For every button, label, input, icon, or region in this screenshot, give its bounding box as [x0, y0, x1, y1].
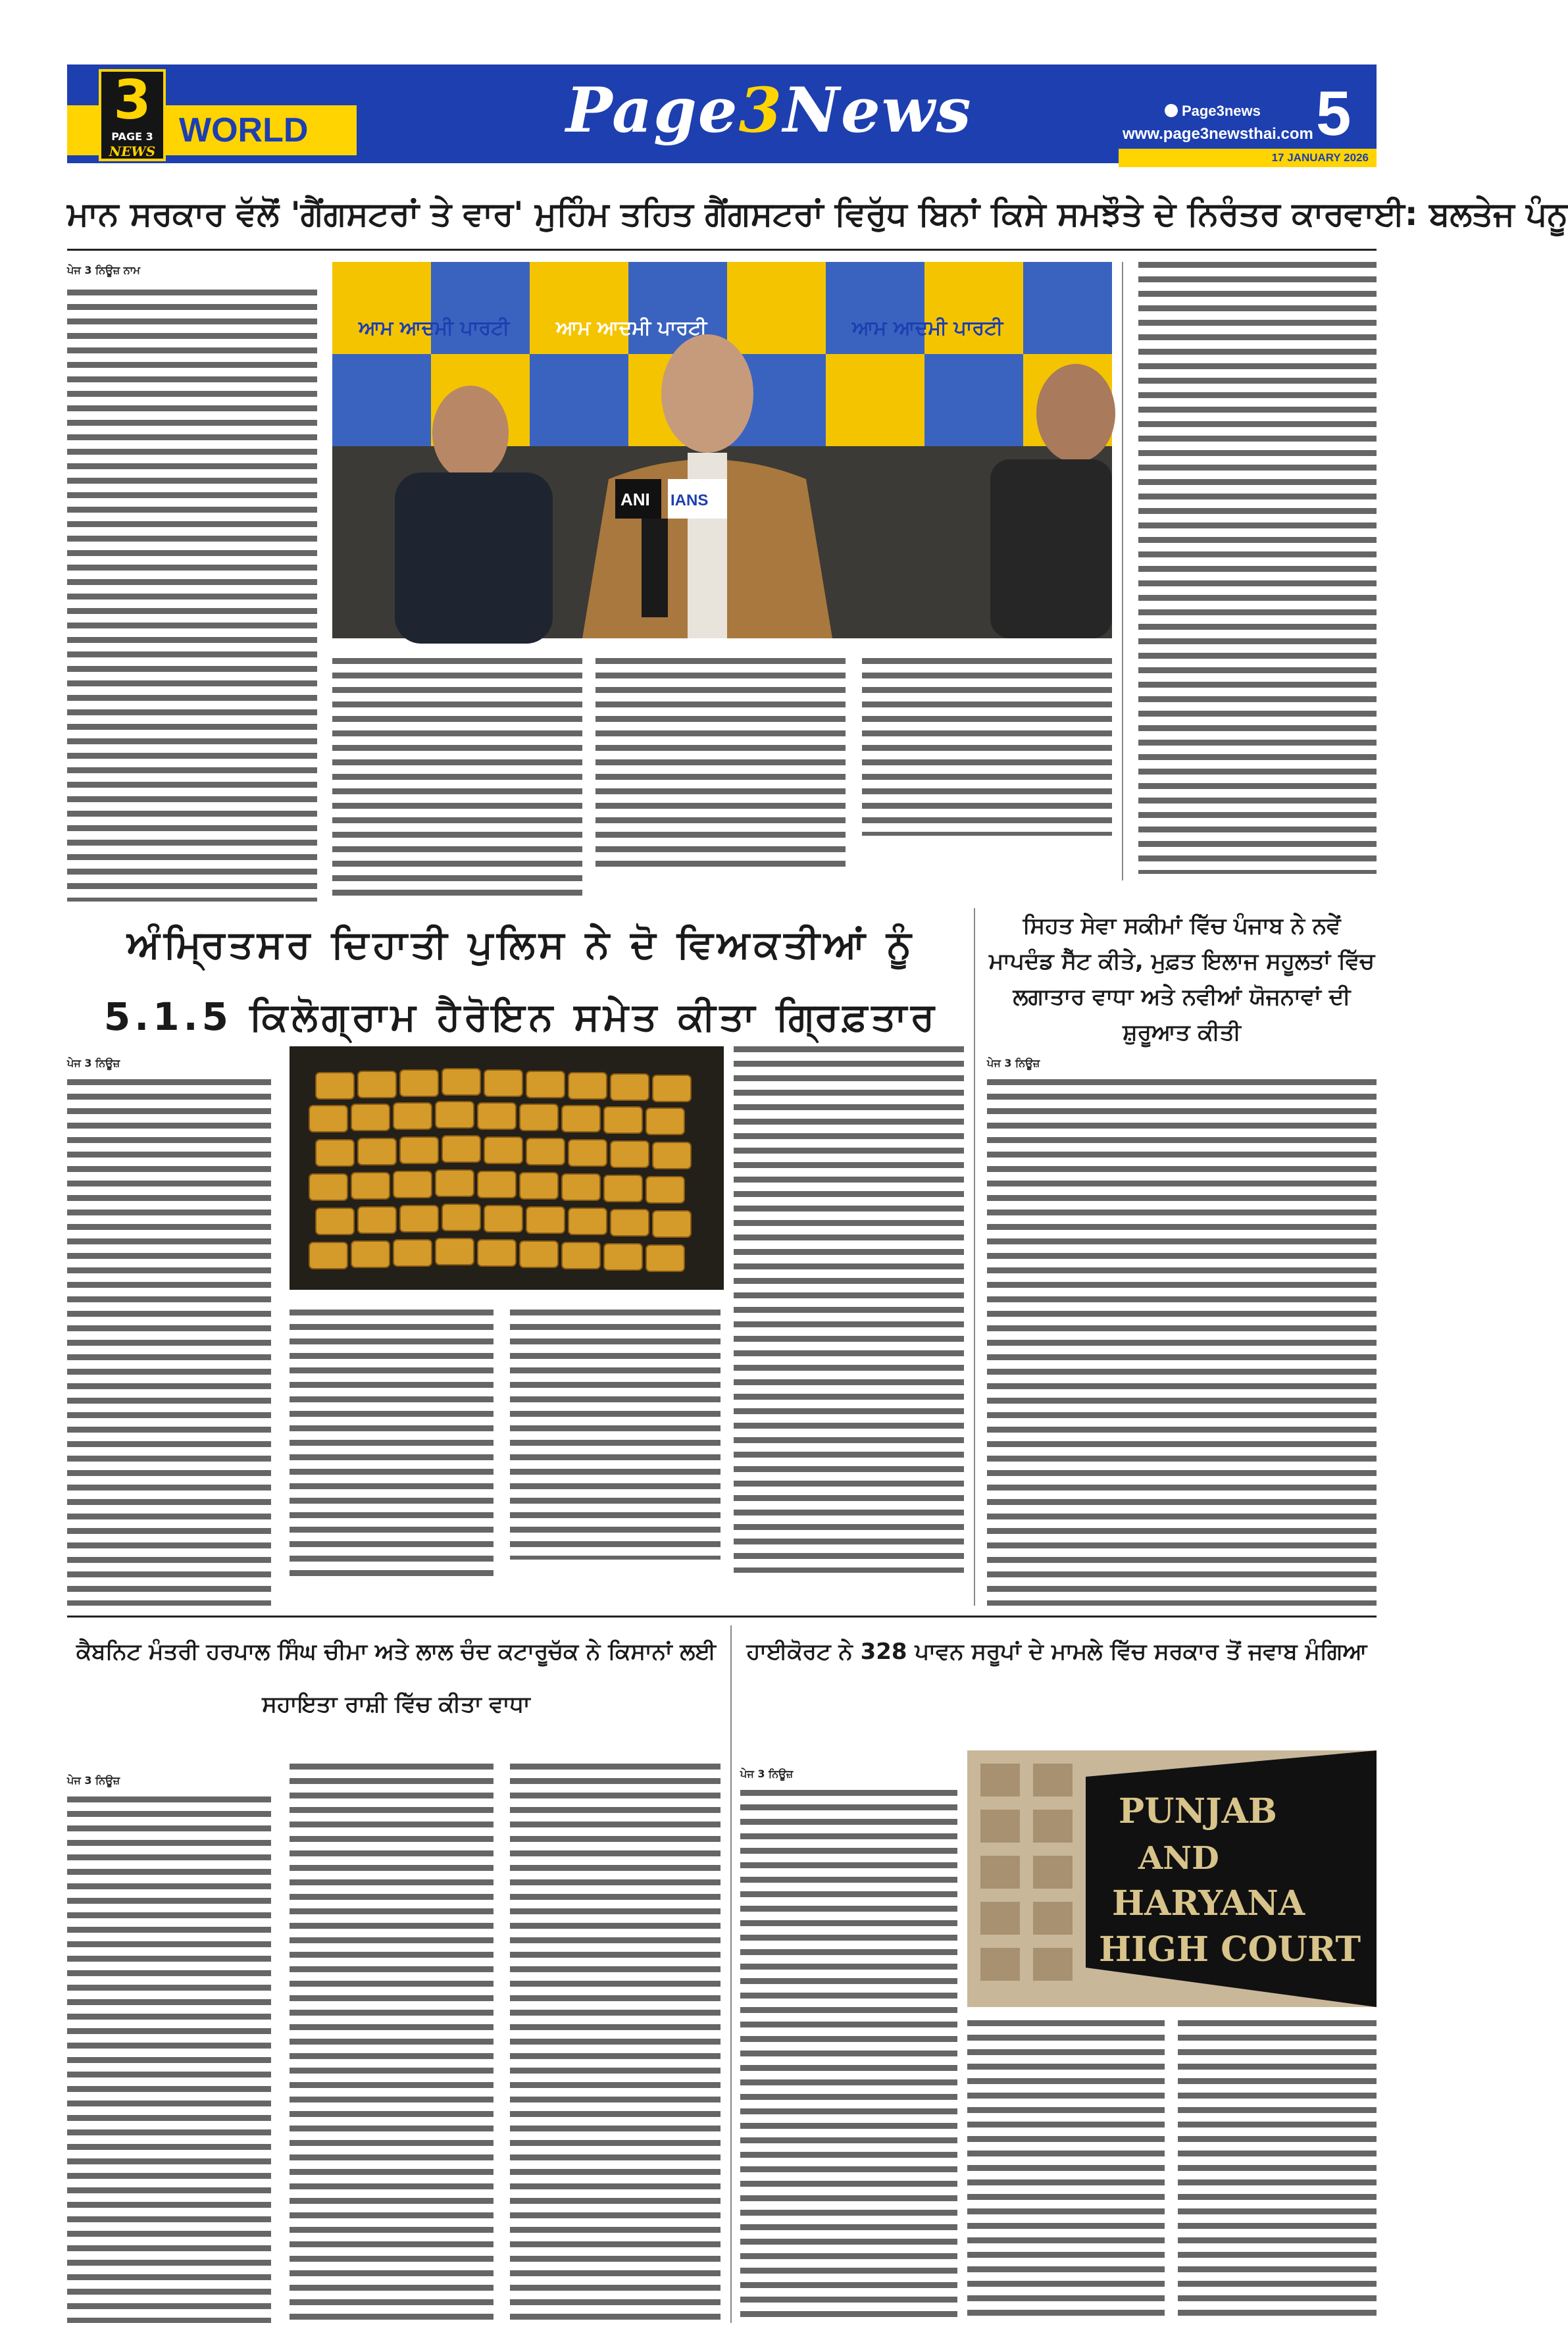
court-sign-line-1: PUNJAB	[1119, 1791, 1277, 1831]
logo-news: NEWS	[109, 143, 156, 159]
aap-banner-text-1: ਆਮ ਆਦਮੀ ਪਾਰਟੀ	[359, 317, 510, 340]
middle-column-2a	[290, 1310, 493, 1579]
title-three: 3	[738, 74, 784, 147]
bottom-left-column-1	[67, 1796, 271, 2323]
page-number: 5	[1316, 78, 1352, 149]
bottom-left-column-2	[290, 1764, 493, 2323]
high-court-photo	[967, 1750, 1377, 2007]
court-sign-line-2: AND	[1138, 1840, 1219, 1877]
top-column-5	[1138, 262, 1377, 874]
bottom-right-column-2	[967, 2020, 1165, 2323]
title-left: Page	[566, 74, 739, 147]
divider	[67, 249, 1377, 251]
top-photo	[332, 262, 1112, 638]
logo-subtitle: PAGE 3	[111, 130, 153, 143]
divider	[67, 1616, 1377, 1618]
ani-mic-label: ANI	[620, 490, 650, 509]
website-url: www.page3newsthai.com	[1123, 125, 1313, 143]
bottom-left-byline: ਪੇਜ 3 ਨਿਊਜ਼	[67, 1774, 120, 1787]
middle-column-1	[67, 1079, 271, 1606]
middle-column-3	[734, 1046, 964, 1573]
bottom-right-column-3	[1178, 2020, 1377, 2323]
aap-banner-text-2: ਆਮ ਆਦਮੀ ਪਾਰਟੀ	[556, 317, 707, 340]
section-label: WORLD	[179, 111, 309, 149]
top-column-3	[595, 658, 846, 875]
heroin-photo	[290, 1046, 724, 1290]
court-sign-line-3: HARYANA	[1112, 1883, 1305, 1924]
bottom-left-headline: ਕੈਬਨਿਟ ਮੰਤਰੀ ਹਰਪਾਲ ਸਿੰਘ ਚੀਮਾ ਅਤੇ ਲਾਲ ਚੰਦ ਕਟਾਰੂਚੱਕ ਨੇ ਕਿਸਾਨਾਂ ਲਈ ਸਹਾਇਤਾ ਰਾਸ਼ੀ ਵਿੱਚ ਕੀਤਾ ਵਾਧਾ	[76, 1639, 716, 1718]
facebook-handle: Page3news	[1182, 103, 1261, 119]
facebook-icon	[1165, 104, 1178, 117]
column-divider	[1122, 262, 1123, 880]
title-right: News	[783, 74, 973, 147]
side-headline: ਸਿਹਤ ਸੇਵਾ ਸਕੀਮਾਂ ਵਿੱਚ ਪੰਜਾਬ ਨੇ ਨਵੇਂ ਮਾਪਦੰਡ ਸੈੱਟ ਕੀਤੇ, ਮੁਫ਼ਤ ਇਲਾਜ ਸਹੂਲਤਾਂ ਵਿੱਚ ਲਗਾਤਾਰ ਵਾਧਾ ਅਤੇ ਨਵੀਆਂ ਯੋਜਨਾਵਾਂ ਦੀ ਸ਼ੁਰੂਆਤ ਕੀਤੀ	[988, 913, 1375, 1046]
issue-date: 17 JANUARY 2026	[1119, 149, 1377, 167]
top-column-1	[67, 290, 317, 902]
court-sign-line-4: HIGH COURT	[1099, 1929, 1361, 1970]
middle-column-2b	[510, 1310, 721, 1560]
top-column-4	[862, 658, 1112, 836]
logo-number: 3	[113, 69, 151, 132]
bottom-left-column-3	[510, 1764, 721, 2323]
bottom-right-headline: ਹਾਈਕੋਰਟ ਨੇ 328 ਪਾਵਨ ਸਰੂਪਾਂ ਦੇ ਮਾਮਲੇ ਵਿੱਚ ਸਰਕਾਰ ਤੋਂ ਜਵਾਬ ਮੰਗਿਆ	[746, 1639, 1367, 1665]
middle-byline: ਪੇਜ 3 ਨਿਊਜ਼	[67, 1057, 120, 1069]
column-divider	[974, 908, 975, 1606]
bottom-right-byline: ਪੇਜ 3 ਨਿਊਜ਼	[740, 1768, 794, 1780]
side-column	[987, 1079, 1377, 1606]
aap-banner-text-3: ਆਮ ਆਦਮੀ ਪਾਰਟੀ	[852, 317, 1003, 340]
newspaper-title	[566, 71, 973, 150]
middle-headline: ਅੰਮ੍ਰਿਤਸਰ ਦਿਹਾਤੀ ਪੁਲਿਸ ਨੇ ਦੋ ਵਿਅਕਤੀਆਂ ਨੂੰ 5.1.5 ਕਿਲੋਗ੍ਰਾਮ ਹੈਰੋਇਨ ਸਮੇਤ ਕੀਤਾ ਗ੍ਰਿਫ਼ਤਾਰ	[103, 922, 939, 1039]
top-headline: ਮਾਨ ਸਰਕਾਰ ਵੱਲੋਂ 'ਗੈਂਗਸਟਰਾਂ ਤੇ ਵਾਰ' ਮੁਹਿੰਮ ਤਹਿਤ ਗੈਂਗਸਟਰਾਂ ਵਿਰੁੱਧ ਬਿਨਾਂ ਕਿਸੇ ਸਮਝੌਤੇ ਦੇ ਨਿਰੰਤਰ ਕਾਰਵਾਈ: ਬਲਤੇਜ ਪੰਨੂ	[67, 195, 1568, 233]
ians-mic-label: IANS	[670, 492, 709, 509]
top-byline: ਪੇਜ 3 ਨਿਊਜ਼ ਨਾਮ	[67, 264, 140, 276]
bottom-right-column-1	[740, 1790, 957, 2323]
top-column-2	[332, 658, 582, 902]
column-divider	[730, 1625, 732, 2323]
side-byline: ਪੇਜ 3 ਨਿਊਜ਼	[987, 1057, 1040, 1069]
